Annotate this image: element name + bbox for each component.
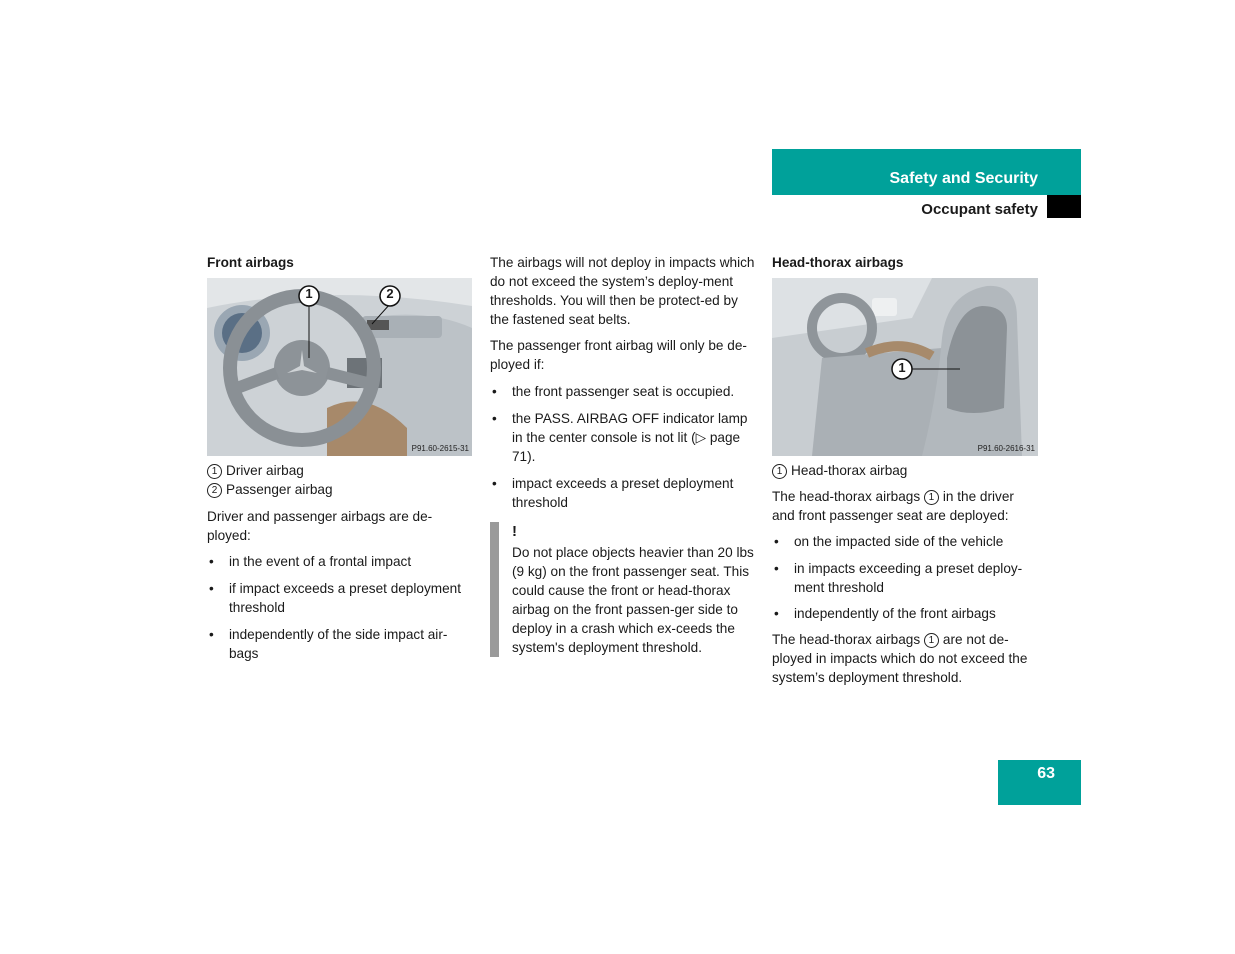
- paragraph: The head-thorax airbags 1 in the driver and front passenger seat are deployed:: [772, 489, 1014, 523]
- left-column: [207, 253, 472, 272]
- list-item: • in impacts exceeding a preset deploy-ment threshold: [774, 561, 1023, 595]
- page-number-box: [998, 760, 1081, 805]
- list-item: • the PASS. AIRBAG OFF indicator lamp in the center console is not lit (▷ page 71).: [492, 411, 748, 464]
- list-item: • independently of the front airbags: [774, 606, 996, 621]
- right-column-text: [772, 461, 1038, 687]
- section-marker: [1047, 195, 1081, 218]
- warning-icon: !: [512, 523, 517, 540]
- head-thorax-heading: Head-thorax airbags: [772, 255, 904, 270]
- subsection-title: Occupant safety: [921, 201, 1038, 218]
- figure-code: P91.60-2616-31: [977, 444, 1035, 453]
- right-column: [772, 253, 1038, 272]
- callout-legend-2: [207, 480, 472, 499]
- callout-number: 1: [207, 464, 222, 479]
- left-column-text: [207, 461, 472, 663]
- list-item: • impact exceeds a preset deployment threshold: [492, 476, 734, 510]
- warning-text: Do not place objects heavier than 20 lbs (9 kg) on the front passenger seat. This could cause the front or head-thorax airbag on the front passen-ger side to deploy in a crash which ex-ceeds the system's deployment threshold.: [512, 545, 754, 655]
- head-thorax-figure: [772, 278, 1038, 456]
- paragraph: The head-thorax airbags 1 are not de-ployed in impacts which do not exceed the system’s deployment threshold.: [772, 632, 1028, 685]
- figure-callout-1: 1: [898, 360, 906, 375]
- front-airbags-heading: Front airbags: [207, 255, 294, 270]
- callout-number: 2: [207, 483, 222, 498]
- callout-number: 1: [772, 464, 787, 479]
- list-item: • if impact exceeds a preset deployment threshold: [209, 581, 461, 615]
- callout-label: Head-thorax airbag: [791, 463, 908, 478]
- figure-callout-1: 1: [305, 286, 313, 301]
- list-item: • on the impacted side of the vehicle: [774, 534, 1004, 549]
- dashboard-illustration: [207, 278, 472, 456]
- middle-column: [490, 253, 756, 512]
- front-airbags-figure: [207, 278, 472, 456]
- figure-callout-2: 2: [386, 286, 394, 301]
- callout-legend-1: [207, 461, 472, 480]
- list-item: • in the event of a frontal impact: [209, 554, 412, 569]
- section-title: Safety and Security: [889, 170, 1038, 187]
- list-item: • independently of the side impact air-bags: [209, 627, 448, 661]
- figure-code: P91.60-2615-31: [411, 444, 469, 453]
- callout-label: Driver airbag: [226, 463, 304, 478]
- paragraph: The airbags will not deploy in impacts which do not exceed the system’s deploy-ment thresholds. You will then be protect-ed by the fastened seat belts.: [490, 255, 755, 327]
- warning-box: [490, 522, 756, 657]
- paragraph: The passenger front airbag will only be de-ployed if:: [490, 338, 747, 372]
- callout-legend-1: [772, 461, 1038, 480]
- callout-label: Passenger airbag: [226, 482, 333, 497]
- section-header-bar: [772, 149, 1081, 195]
- page-number: 63: [1037, 765, 1055, 782]
- list-item: • the front passenger seat is occupied.: [492, 384, 735, 399]
- deploy-intro: Driver and passenger airbags are de-ployed:: [207, 509, 433, 543]
